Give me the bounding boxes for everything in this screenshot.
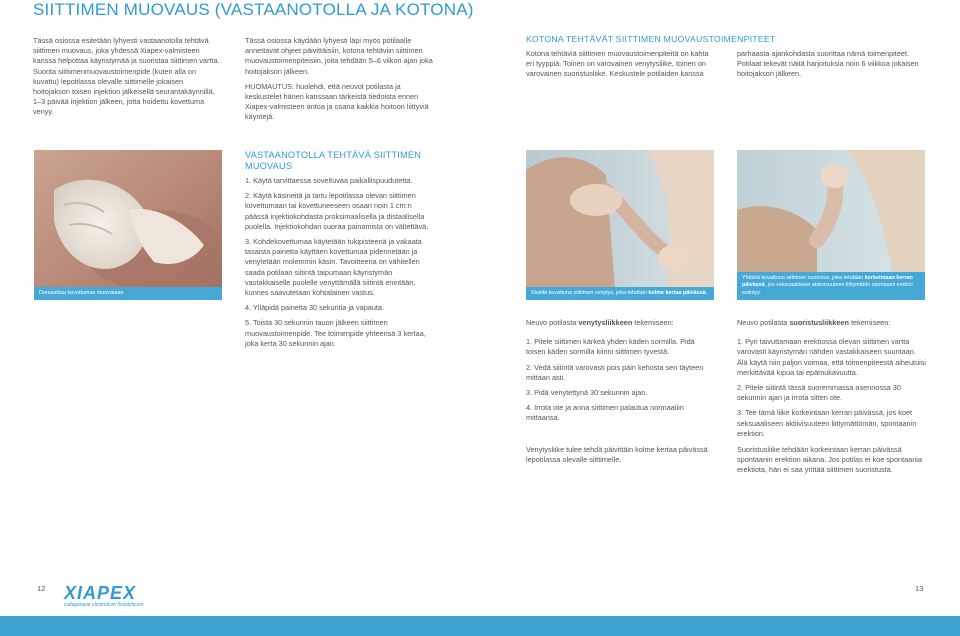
stretch-instructions: [526, 318, 716, 429]
clinic-heading-line2: MUOVAUS: [245, 161, 293, 171]
straighten-note: Suoristusliike tehdään korkeintaan kerran päivässä spontaanin erektion aikana. Jos potilas ei koe spontaania erektiota, hän ei saa yrittää siittimen suoristusta.: [737, 445, 922, 475]
straighten-step: 2. Pitele siitintä tässä suoremmassa asennossa 30 sekunnin ajan ja irrota sitten ote.: [737, 383, 901, 403]
clinic-step: 5. Toista 30 sekunnin tauon jälkeen siittimen muovaustoimenpide. Tee toimenpide yhteensä 3 kertaa, joka kerta 30 sekunnin ajan.: [245, 318, 426, 348]
logo-wordmark: XIAPEX: [64, 583, 137, 603]
photo-caption: Dorsaalista kovettumaa muovataan: [34, 287, 222, 301]
column2-intro: [245, 36, 435, 123]
stretch-photo-illustration: [526, 150, 714, 300]
clinic-step: 3. Kohdekovettumaa käytetään tukipisteenä ja vakaata tasaista painetta käyttäen kovettumaa pidennetään ja venytetään molemmin käsin. Tavoitteena on vähitellen saada potilaan siitintä taipumaan käyristymän vastakkaiselle puolelle venyttämällä siitintä enintään, kunnes saavutetaan kohtalainen vastus.: [245, 237, 422, 298]
clinic-heading-line1: VASTAANOTOLLA TEHTÄVÄ SIITTIMEN: [245, 150, 422, 160]
stretch-caption: Siveltä kuvattuna siittimen venytys, joka tehdään kolme kertaa päivässä.: [526, 287, 714, 301]
page-number-right: 13: [915, 584, 924, 593]
page-number-left: 12: [37, 584, 46, 593]
stretch-steps-list: [526, 337, 716, 423]
straighten-step: 3. Tee tämä liike korkeintaan kerran päivässä, jos koet seksuaaliseen aktiivisuuteen liittymättömän, spontaanin erektion.: [737, 408, 917, 438]
home-text-right: parhaasta ajankohdasta suorittaa nämä toimenpiteet. Potilaat tekevät näitä harjoituksia noin 6 viikkoa jokaisen hoitojakson jälkeen.: [737, 49, 919, 79]
note-paragraph: HUOMAUTUS: huolehdi, että neuvot potilasta ja keskustelet hänen kanssaan tärkeistä tiedoista ennen Xiapex-valmisteen antoa ja osana kaikkia hoitoon liittyviä käyntejä.: [245, 81, 429, 122]
clinic-heading: [245, 150, 435, 172]
stretch-step: 4. Irrota ote ja anna siittimen palautua normaaliin mittaansa.: [526, 403, 684, 423]
footer-bar: [0, 616, 960, 636]
straighten-step: 1. Pyri taivuttamaan erektiossa olevan siittimen vartta varovasti käyristymän nähden vastakkaiseen suuntaan. Älä käytä niin paljon voimaa, että toimenpiteestä aiheutuisi merkittävää kipua tai epämukavuutta.: [737, 337, 927, 377]
clinic-step: 4. Ylläpidä painetta 30 sekuntia ja vapauta.: [245, 303, 385, 313]
clinic-step: 1. Käytä tarvittaessa soveltuvaa paikallispuudutetta.: [245, 176, 413, 185]
hands-photo-illustration: [34, 150, 222, 300]
straighten-steps-list: [737, 337, 927, 439]
page-title: SIITTIMEN MUOVAUS (VASTAANOTOLLA JA KOTONA): [33, 0, 474, 19]
stretch-step: 3. Pidä venytettynä 30 sekunnin ajan.: [526, 388, 648, 398]
stretch-step: 2. Vedä siitintä varovasti pois päin kehosta sen täyteen mittaan asti.: [526, 362, 704, 382]
clinic-steps-list: [245, 176, 430, 354]
straighten-intro: Neuvo potilasta suoristusliikkeen tekemiseen:: [737, 318, 891, 327]
logo-tagline: collagenase clostridium histolyticum: [64, 602, 144, 608]
stretch-step: 1. Pitele siittimen kärkeä yhden käden sormilla. Pidä toisen käden sormilla kiinni siittimen tyvestä.: [526, 337, 695, 357]
straighten-photo: [737, 150, 925, 300]
home-text-left: Kotona tehtäviä siittimen muovaustoimenpiteitä on kahta eri tyyppiä. Toinen on varovainen venytysliike, toinen on varovainen suoristusliike. Keskustele potilaiden kanssa: [526, 49, 709, 79]
stretch-intro: Neuvo potilasta venytysliikkeen tekemiseen:: [526, 318, 674, 327]
straighten-instructions: [737, 318, 927, 444]
clinic-step: 2. Käytä käsineitä ja tartu lepotilassa olevan siittimen kovettumaan tai kovettuneeseen osaan noin 1 cm:n päässä injektiokohdasta proksimaalisella ja distaalisella puolella. Injektiokohdan suoraa painamista on vältettävä.: [245, 191, 429, 231]
home-section-heading: KOTONA TEHTÄVÄT SIITTIMEN MUOVAUSTOIMENPITEET: [526, 34, 776, 44]
stretch-photo: [526, 150, 714, 300]
straighten-caption: Yhdistä kuvattuna siittimen suoristus, joka tehdään korkeintaan kerran päivässä, jos seksuaaliseen aktiivisuuteen liittymätön spontaani erektio esiintyy.: [737, 272, 925, 301]
xiapex-logo: [64, 583, 143, 608]
dorsal-plaque-photo: [34, 150, 222, 300]
stretch-note: Venytysliike tulee tehdä päivittäin kolme kertaa päivässä lepotilassa olevalle siittimelle.: [526, 445, 708, 465]
intro-text: Tässä osiossa esitetään lyhyesti vastaanotolla tehtävä siittimen muovaus, joka yhdessä Xiapex-valmisteen kanssa helpottaa käyristymää ja suoristaa siittimen vartta. Suorita siittimenmuovaustoimenpide (kuten alla on kuvattu) lepotilassa olevalle siittimelle jokaisen hoitojakson toisen injektion jälkeisellä seurantakäynnillä, 1–3 päivää injektion jälkeen, jotta hoidettu kovettuma venyy.: [33, 36, 220, 117]
home-instructions-paragraph: Tässä osiossa käydään lyhyesti läpi myös potilaalle annettavat ohjeet päivittäisiin, kotona tehtäviin siittimen muovaustoimenpiteisiin, joita tehdään 5–6 viikon ajan joka hoitojakson jälkeen.: [245, 36, 433, 76]
